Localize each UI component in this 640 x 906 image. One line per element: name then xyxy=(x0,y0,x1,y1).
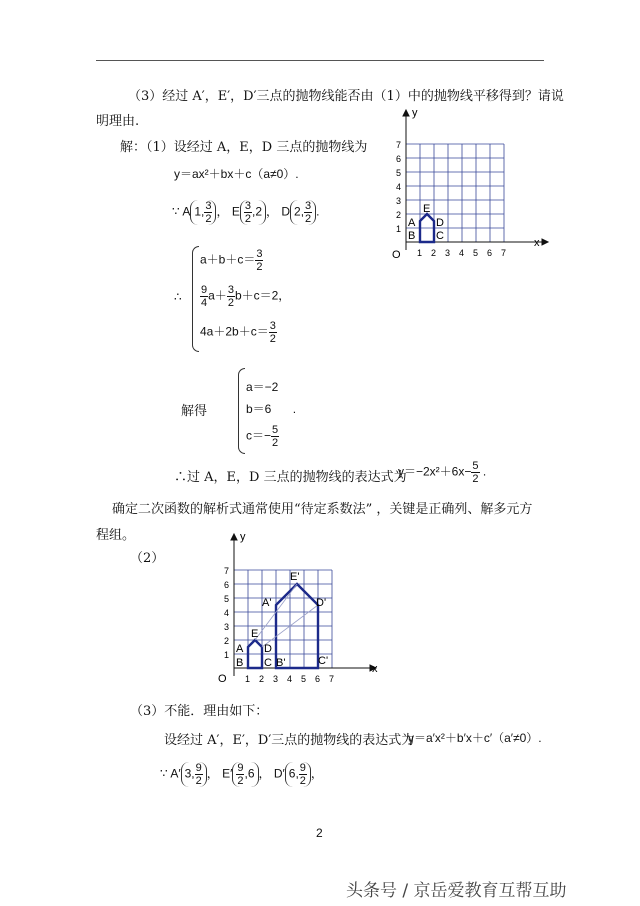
graph-1-label-A: A xyxy=(408,217,416,229)
system-brace-1 xyxy=(192,246,199,352)
graph-2-origin: O xyxy=(218,673,227,685)
graph-1-y-tick-2: 2 xyxy=(396,210,402,220)
graph-2-label-E-prime: E' xyxy=(290,571,300,583)
part2-label: （2） xyxy=(130,551,165,566)
graph-1-x-tick-3: 3 xyxy=(445,248,451,258)
graph-1-y-tick-3: 3 xyxy=(396,196,402,206)
system-brace-2 xyxy=(238,368,245,454)
equation-3: 4a＋2b＋c＝ $\frac{3}{2}$ xyxy=(200,320,276,345)
part3-setup: 设经过 A′，E′，D′三点的抛物线的表达式为 xyxy=(164,733,415,748)
graph-1-label-C: C xyxy=(436,230,444,242)
page-number: 2 xyxy=(316,826,323,840)
graph-1-x-tick-4: 4 xyxy=(459,248,465,258)
note-line-2: 程组。 xyxy=(96,528,136,543)
graph-1-label-B: B xyxy=(408,230,416,242)
graph-1-x-tick-1: 1 xyxy=(417,248,423,258)
solve-label: 解得 xyxy=(181,404,208,419)
graph-1-y-tick-7: 7 xyxy=(396,140,402,150)
solution-intro: 解：（1）设经过 A，E，D 三点的抛物线为 xyxy=(120,140,368,155)
graph-2-label-D-prime: D' xyxy=(316,597,327,609)
graph-1-y-tick-5: 5 xyxy=(396,168,402,178)
graph-2-x-tick-6: 6 xyxy=(315,674,321,684)
part3-answer: （3）不能．理由如下： xyxy=(130,704,269,719)
header-rule xyxy=(96,60,544,61)
graph-1-y-tick-6: 6 xyxy=(396,154,402,164)
graph-2-y-tick-2: 2 xyxy=(224,636,230,646)
graph-2-x-tick-4: 4 xyxy=(287,674,293,684)
graph-1 xyxy=(376,100,560,260)
therefore-symbol: ∴ xyxy=(174,290,182,304)
solution-c: c＝− $\frac{5}{2}$ xyxy=(246,424,279,449)
graph-2-x-tick-7: 7 xyxy=(329,674,335,684)
graph-1-y-tick-1: 1 xyxy=(396,224,402,234)
graph-2-y-tick-3: 3 xyxy=(224,622,230,632)
part3-question-cont: 明理由. xyxy=(96,114,140,129)
graph-2-label-E: E xyxy=(251,628,259,640)
graph-2-x-tick-1: 1 xyxy=(245,674,251,684)
graph-2-label-A-prime: A' xyxy=(262,597,272,609)
points-line-2: ∵ A′ 3, $\frac{9}{2}$ ， E′ $\frac{9}{2}$ ,6 ， D′ 6, $\frac{9}{2}$ ， xyxy=(160,762,323,787)
graph-2-y-label: y xyxy=(240,531,246,543)
graph-2-y-tick-1: 1 xyxy=(224,650,230,660)
graph-2-axes xyxy=(231,534,376,676)
part3-formula: y＝a′x²＋b′x＋c′（a′≠0）. xyxy=(408,731,542,745)
points-line-1: ∵ A 1, $\frac{3}{2}$ ， E $\frac{3}{2}$ ,2 ， D 2, $\frac{3}{2}$ . xyxy=(172,200,320,225)
graph-2-y-tick-6: 6 xyxy=(224,580,230,590)
graph-2-label-A: A xyxy=(236,643,244,655)
graph-2-x-label: x xyxy=(372,663,378,675)
graph-2-y-ticks xyxy=(224,566,229,660)
graph-2 xyxy=(212,528,384,688)
conclusion-formula: y＝−2x²＋6x− $\frac{5}{2}$ . xyxy=(398,460,487,485)
graph-1-x-tick-2: 2 xyxy=(431,248,437,258)
solution-formula: y＝ax²＋bx＋c（a≠0）. xyxy=(174,167,299,181)
graph-2-label-D: D xyxy=(264,643,272,655)
graph-2-label-B: B xyxy=(236,657,244,669)
equation-2: $\frac{9}{4}$ a＋ $\frac{3}{2}$ b＋c＝2， xyxy=(201,284,291,309)
graph-2-y-tick-5: 5 xyxy=(224,594,230,604)
graph-2-label-C: C xyxy=(264,657,272,669)
graph-2-label-B-prime: B' xyxy=(276,657,286,669)
solution-a: a＝−2 xyxy=(246,380,279,394)
graph-1-origin: O xyxy=(392,249,401,260)
note-line-1: 确定二次函数的解析式通常使用“待定系数法” ，关键是正确列、解多元方 xyxy=(112,502,533,517)
graph-2-x-tick-3: 3 xyxy=(273,674,279,684)
graph-1-y-tick-4: 4 xyxy=(396,182,402,192)
graph-1-x-tick-5: 5 xyxy=(473,248,479,258)
equation-1: a＋b＋c＝ $\frac{3}{2}$ xyxy=(200,248,263,273)
conclusion: ∴过 A，E，D 三点的抛物线的表达式为 xyxy=(174,470,407,485)
graph-1-label-D: D xyxy=(436,217,444,229)
graph-2-y-tick-7: 7 xyxy=(224,566,230,576)
graph-1-point-labels xyxy=(408,203,444,242)
solution-b: b＝6 . xyxy=(246,402,297,416)
graph-1-x-tick-6: 6 xyxy=(487,248,493,258)
graph-2-x-tick-2: 2 xyxy=(259,674,265,684)
graph-1-axes xyxy=(403,110,548,250)
part3-question: （3）经过 A′，E′，D′三点的抛物线能否由（1）中的抛物线平移得到？请说 xyxy=(128,89,564,104)
graph-2-x-tick-5: 5 xyxy=(301,674,307,684)
graph-1-y-label: y xyxy=(412,107,418,119)
graph-2-y-tick-4: 4 xyxy=(224,608,230,618)
watermark: 头条号 / 京岳爱教育互帮互助 xyxy=(346,881,567,901)
graph-2-label-C-prime: C' xyxy=(318,655,329,667)
graph-1-x-tick-7: 7 xyxy=(501,248,507,258)
graph-2-x-ticks xyxy=(245,674,334,684)
graph-1-label-E: E xyxy=(423,203,431,215)
graph-1-x-ticks xyxy=(417,248,506,258)
graph-1-x-label: x xyxy=(534,237,540,249)
graph-1-y-ticks xyxy=(396,140,401,234)
